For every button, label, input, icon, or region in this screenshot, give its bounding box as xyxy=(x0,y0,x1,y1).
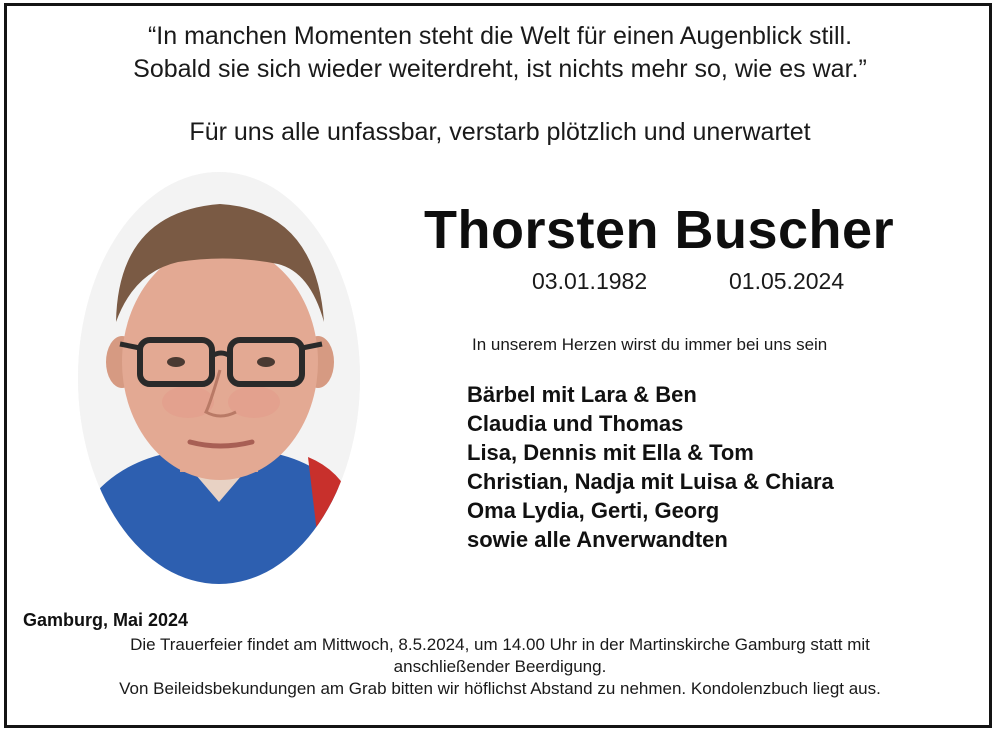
motto-text: In unserem Herzen wirst du immer bei uns sein xyxy=(472,335,828,354)
mourner-line: sowie alle Anverwandten xyxy=(467,527,728,552)
notice-line-3: Von Beileidsbekundungen am Grab bitten wir höflichst Abstand zu nehmen. Kondolenzbuch liegt aus. xyxy=(119,679,881,698)
quote-line-1: “In manchen Momenten steht die Welt für einen Augenblick still. xyxy=(147,22,853,50)
mourner-line: Oma Lydia, Gerti, Georg xyxy=(467,498,720,523)
birth-date: 03.01.1982 xyxy=(532,268,648,294)
death-date: 01.05.2024 xyxy=(729,268,845,294)
funeral-notice xyxy=(20,634,980,700)
notice-line-2: anschließender Beerdigung. xyxy=(393,657,607,676)
intro-text: Für uns alle unfassbar, verstarb plötzlich und unerwartet xyxy=(189,118,811,146)
deceased-name: Thorsten Buscher xyxy=(424,200,895,260)
portrait-photo xyxy=(78,172,360,584)
mourner-line: Claudia und Thomas xyxy=(467,411,684,436)
mourner-line: Bärbel mit Lara & Ben xyxy=(467,382,697,407)
mourner-line: Lisa, Dennis mit Ella & Tom xyxy=(467,440,754,465)
mourner-line: Christian, Nadja mit Luisa & Chiara xyxy=(467,469,834,494)
notice-line-1: Die Trauerfeier findet am Mittwoch, 8.5.2024, um 14.00 Uhr in der Martinskirche Gamburg statt mit xyxy=(130,635,870,654)
place-date: Gamburg, Mai 2024 xyxy=(23,610,189,630)
mourners-list xyxy=(467,380,834,554)
quote-line-2: Sobald sie sich wieder weiterdreht, ist nichts mehr so, wie es war.” xyxy=(133,55,867,83)
memorial-quote xyxy=(0,20,1000,86)
